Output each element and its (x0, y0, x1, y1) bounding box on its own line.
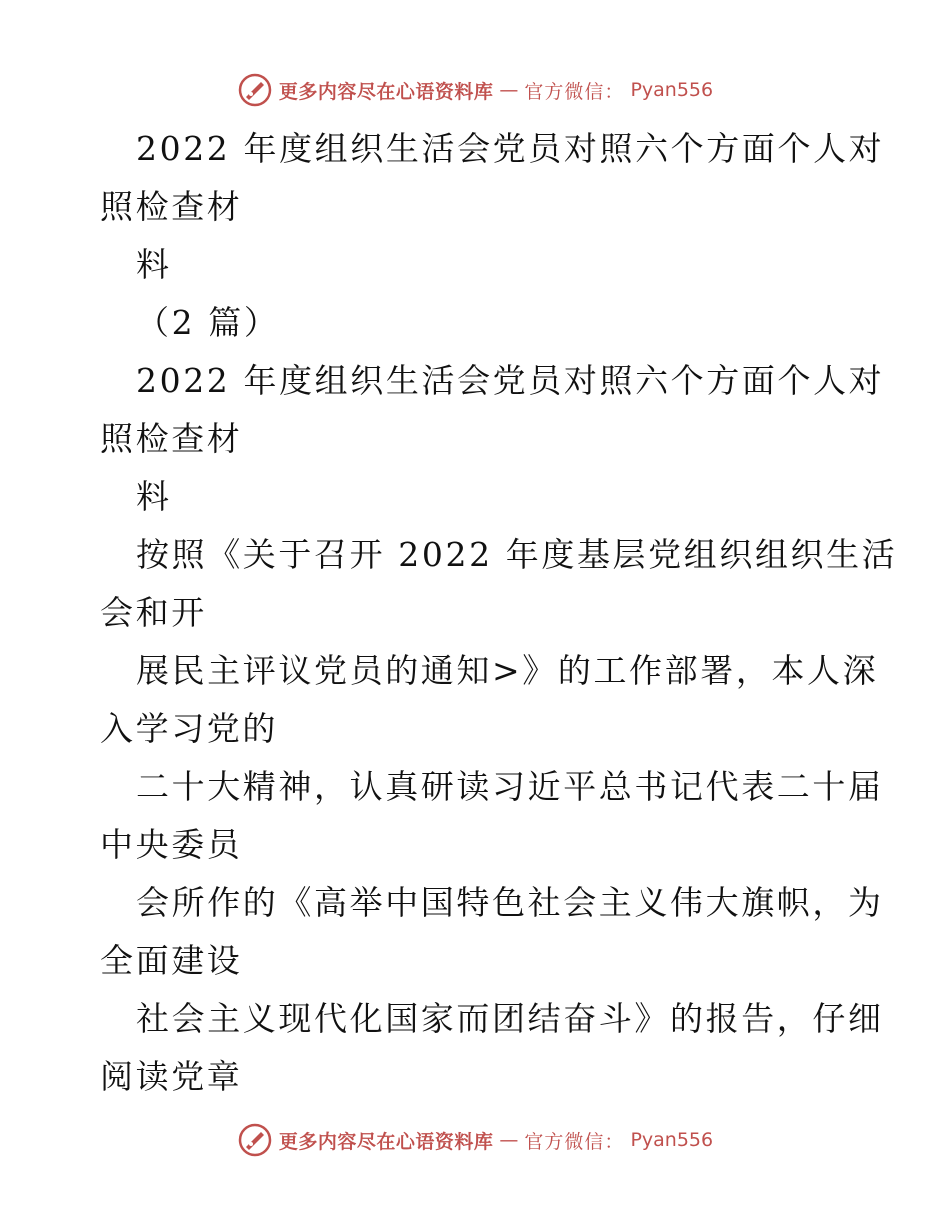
paragraph-line: 入学习党的 (100, 709, 278, 748)
fountain-pen-seal-icon (237, 1122, 273, 1158)
paragraph-line: 阅读党章 (100, 1057, 243, 1096)
fountain-pen-seal-icon (237, 72, 273, 108)
footer-watermark (0, 1120, 950, 1160)
watermark-dash: — (499, 79, 519, 101)
paragraph-line: 社会主义现代化国家而团结奋斗》的报告，仔细 (136, 999, 884, 1038)
title-line: 料 (136, 245, 172, 284)
paragraph-line: 展民主评议党员的通知>》的工作部署，本人深 (136, 651, 879, 690)
watermark-wechat-id: Pyan556 (630, 1129, 714, 1151)
paragraph-line: 全面建设 (100, 941, 243, 980)
watermark-wechat-label: 官方微信： (524, 1130, 625, 1153)
paragraph-line: 会和开 (100, 593, 207, 632)
watermark-text: 更多内容尽在心语资料库 (278, 1130, 494, 1153)
section-title-line: 照检查材 (100, 419, 243, 458)
subtitle-line: （2 篇） (136, 303, 280, 342)
title-line: 2022 年度组织生活会党员对照六个方面个人对 (136, 129, 885, 168)
paragraph-line: 会所作的《高举中国特色社会主义伟大旗帜，为 (136, 883, 884, 922)
section-title-line: 料 (136, 477, 172, 516)
watermark-text: 更多内容尽在心语资料库 (278, 80, 494, 103)
watermark-dash: — (499, 1129, 519, 1151)
paragraph-line: 按照《关于召开 2022 年度基层党组织组织生活 (136, 535, 898, 574)
watermark-wechat-id: Pyan556 (630, 79, 714, 101)
watermark-wechat-label: 官方微信： (524, 80, 625, 103)
paragraph-line: 中央委员 (100, 825, 243, 864)
paragraph-line: 二十大精神，认真研读习近平总书记代表二十届 (136, 767, 884, 806)
title-line: 照检查材 (100, 187, 243, 226)
header-watermark (0, 70, 950, 110)
section-title-line: 2022 年度组织生活会党员对照六个方面个人对 (136, 361, 885, 400)
